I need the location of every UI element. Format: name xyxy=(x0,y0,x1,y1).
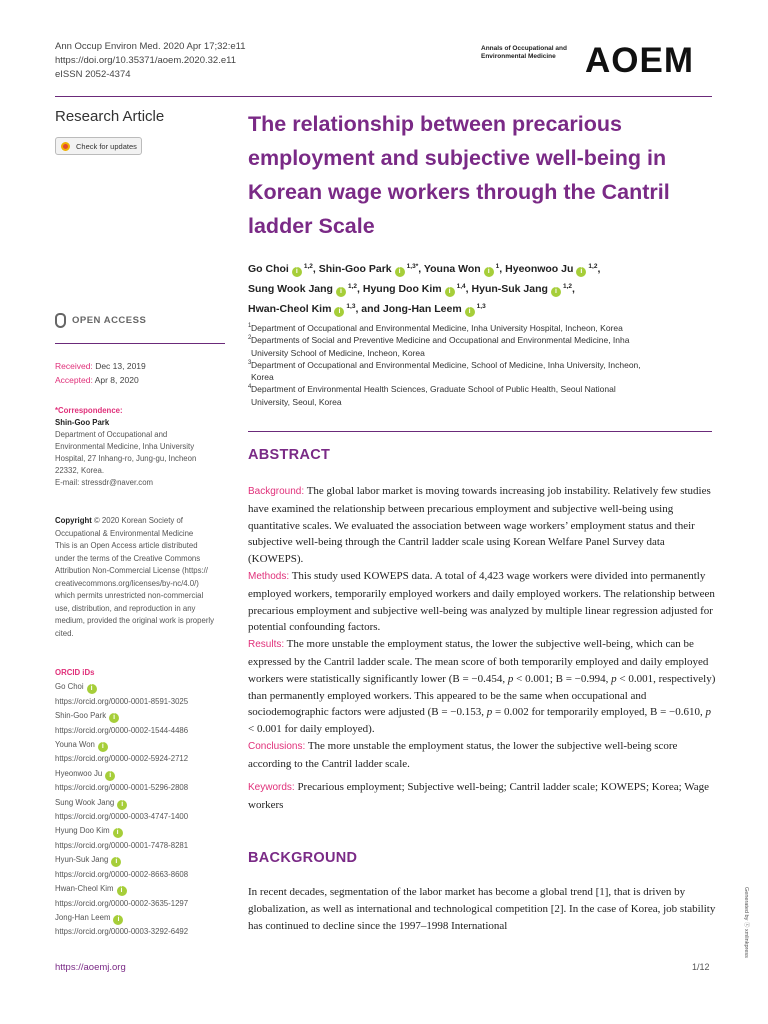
affiliation-text: University School of Medicine, Incheon, Korea xyxy=(251,347,425,358)
orcid-icon: i xyxy=(111,857,121,867)
author-separator: , xyxy=(499,263,506,275)
orcid-icon: i xyxy=(113,828,123,838)
affiliation-text: Department of Environmental Health Sciences, Graduate School of Public Health, Seoul National xyxy=(251,384,616,395)
copyright-line: © 2020 Korean Society of xyxy=(94,516,183,525)
orcid-entry xyxy=(55,709,235,723)
background-text: The global labor market is moving towards increasing job instability. Relatively few studies have examined the relationship between precarious employment and subjective well-being using quantitative scales. We evaluated the association between wage workers’ employment status and their subjective well-being through the Cantril ladder scale using Korean Welfare Panel Survey data (KOWEPS). xyxy=(248,485,711,566)
author-separator: , xyxy=(465,283,472,295)
citation-line: Ann Occup Environ Med. 2020 Apr 17;32:e11 xyxy=(55,41,246,52)
orcid-entry xyxy=(55,824,235,838)
affiliation-text: Department of Occupational and Environmental Medicine, Inha University Hospital, Incheon, Korea xyxy=(251,323,623,333)
author-name: Hyun-Suk Jang xyxy=(471,283,548,295)
affiliation-item xyxy=(248,334,718,359)
correspondence-name: Shin-Goo Park xyxy=(55,418,110,427)
affiliation-number: 2 xyxy=(248,335,252,342)
orcid-author-name: Hyung Doo Kim xyxy=(55,826,110,836)
keywords-text: Precarious employment; Subjective well-being; Cantril ladder scale; KOWEPS; Korea; Wage workers xyxy=(248,781,710,811)
copyright-line: which permits unrestricted non-commercial xyxy=(55,591,204,600)
author-name: Hwan-Cheol Kim xyxy=(248,303,332,315)
results-text: The more unstable the employment status, the lower the subjective well-being, which can be expressed by the Cantril ladder scale. The mean score of both temporarily employed and daily employed workers were statistically significantly lower (B = −0.454, xyxy=(248,638,709,685)
orcid-entries xyxy=(55,680,235,939)
check-for-updates-label: Check for updates xyxy=(76,141,137,151)
page-number: 1/12 xyxy=(692,962,710,972)
orcid-icon[interactable]: i xyxy=(395,267,405,277)
accepted-date xyxy=(55,374,146,388)
orcid-link[interactable]: https://orcid.org/0000-0001-8591-3025 xyxy=(55,696,189,706)
orcid-icon: i xyxy=(113,915,123,925)
orcid-link[interactable]: https://orcid.org/0000-0001-5296-2808 xyxy=(55,783,189,793)
orcid-author-name: Youna Won xyxy=(55,740,95,750)
orcid-link[interactable]: https://orcid.org/0000-0002-1544-4486 xyxy=(55,725,189,735)
copyright-line: medium, provided the original work is properly xyxy=(55,616,215,625)
journal-name xyxy=(481,45,567,61)
background-heading: BACKGROUND xyxy=(248,850,358,866)
received-value: Dec 13, 2019 xyxy=(95,361,146,371)
abstract-divider xyxy=(248,431,712,432)
orcid-entry xyxy=(55,767,235,781)
author-separator: , xyxy=(357,283,363,295)
author-separator: , xyxy=(572,283,575,295)
affiliation-text: Department of Occupational and Environmental Medicine, School of Medicine, Inha University, Incheon, xyxy=(251,359,641,370)
orcid-icon: i xyxy=(98,742,108,752)
citation-block xyxy=(55,40,245,82)
orcid-author-name: Jong-Han Leem xyxy=(55,912,111,922)
article-dates xyxy=(55,360,146,387)
open-access-badge xyxy=(55,313,146,328)
license-link[interactable]: creativecommons.org/licenses/by-nc/4.0/) xyxy=(55,578,199,588)
orcid-icon[interactable]: i xyxy=(334,307,344,317)
received-label: Received: xyxy=(55,361,93,371)
journal-name-line: Environmental Medicine xyxy=(481,53,556,60)
orcid-icon: i xyxy=(117,886,127,896)
methods-label: Methods: xyxy=(248,570,290,582)
orcid-entry xyxy=(55,911,235,925)
author-name: Sung Wook Jang xyxy=(248,283,333,295)
affiliations xyxy=(248,322,718,408)
keywords-label: Keywords: xyxy=(248,782,295,793)
correspondence-line: Hospital, 27 Inhang-ro, Jung-gu, Incheon xyxy=(55,454,197,463)
p-value-symbol: p xyxy=(705,706,711,719)
orcid-icon: i xyxy=(109,713,119,723)
journal-name-line: Annals of Occupational and xyxy=(481,45,567,52)
orcid-icon[interactable]: i xyxy=(445,287,455,297)
open-lock-icon xyxy=(55,313,66,328)
author-separator: , xyxy=(312,263,319,275)
affiliation-item xyxy=(248,383,718,408)
orcid-author-name: Sung Wook Jang xyxy=(55,797,115,807)
orcid-link[interactable]: https://orcid.org/0000-0002-8663-8608 xyxy=(55,869,189,879)
author-affiliation-marker: 1,3* xyxy=(406,263,419,270)
affiliation-number: 1 xyxy=(248,323,252,329)
eissn-line: eISSN 2052-4374 xyxy=(55,69,131,80)
orcid-entry xyxy=(55,738,235,752)
copyright-line: under the terms of the Creative Commons xyxy=(55,553,201,563)
affiliation-text: University, Seoul, Korea xyxy=(251,396,342,407)
author-name: Go Choi xyxy=(248,263,289,275)
orcid-author-name: Hwan-Cheol Kim xyxy=(55,884,114,894)
author-name: Hyung Doo Kim xyxy=(362,283,442,295)
results-text: = 0.002 for temporarily employed, B = −0.610, xyxy=(492,706,706,719)
affiliation-number: 4 xyxy=(248,384,252,391)
author-separator: , xyxy=(597,263,601,275)
affiliation-text: Departments of Social and Preventive Medicine and Occupational and Environmental Medicine, Inha xyxy=(251,335,630,346)
orcid-entry xyxy=(55,853,235,867)
orcid-entry xyxy=(55,882,235,896)
correspondence-email[interactable]: E-mail: stressdr@naver.com xyxy=(55,478,154,487)
author-affiliation-marker: 1,2 xyxy=(347,283,358,290)
correspondence-title: *Correspondence: xyxy=(55,406,123,415)
orcid-icon[interactable]: i xyxy=(484,267,494,277)
correspondence-line: Department of Occupational and xyxy=(55,430,168,439)
orcid-link[interactable]: https://orcid.org/0000-0003-3292-6492 xyxy=(55,927,189,937)
orcid-icon: i xyxy=(105,771,115,781)
orcid-icon: i xyxy=(117,800,127,810)
copyright-line: This is an Open Access article distributed xyxy=(55,541,198,550)
received-date xyxy=(55,360,146,374)
header-divider xyxy=(55,96,712,97)
results-label: Results: xyxy=(248,639,285,651)
correspondence xyxy=(55,405,235,489)
keywords xyxy=(248,779,716,814)
author-list xyxy=(248,258,718,318)
author-name: Youna Won xyxy=(423,263,481,275)
conclusions-label: Conclusions: xyxy=(248,740,306,752)
orcid-link[interactable]: https://orcid.org/0000-0003-4747-1400 xyxy=(55,812,189,822)
copyright-line: cited. xyxy=(55,628,74,638)
article-title: The relationship between precarious employment and subjective well-being in Korean wage workers through the Cantril ladder Scale xyxy=(248,112,670,238)
abstract-body xyxy=(248,483,716,773)
results-text: < 0.001; B = −0.994, xyxy=(513,672,612,685)
correspondence-line: 22332, Korea. xyxy=(55,466,104,475)
methods-text: This study used KOWEPS data. A total of 4,423 wage workers were divided into permanently employed workers, temporarily employed workers and daily employed workers. The relationship between precarious employment and subjective well-being was analyzed by multiple linear regression adjusted for potential confounding factors. xyxy=(248,569,715,634)
orcid-link[interactable]: https://orcid.org/0000-0002-3635-1297 xyxy=(55,898,189,908)
background-paragraph: In recent decades, segmentation of the labor market has become a global trend [1], that is driven by globalization, as well as international and technological competition [2]. In the case of Korea, job stability has continued to decline since the 1997–1998 International xyxy=(248,886,716,932)
p-value-symbol: p xyxy=(486,706,493,719)
orcid-author-name: Go Choi xyxy=(55,682,84,692)
copyright-notice xyxy=(55,515,235,640)
orcid-entry xyxy=(55,680,235,694)
orcid-link[interactable]: https://orcid.org/0000-0002-5924-2712 xyxy=(55,754,189,764)
author-affiliation-marker: 1,3 xyxy=(476,303,486,310)
author-separator: , xyxy=(418,263,424,275)
background-label: Background: xyxy=(248,486,305,497)
orcid-list xyxy=(55,666,235,940)
crossmark-icon xyxy=(61,142,70,151)
copyright-label: Copyright xyxy=(55,516,92,525)
orcid-icon[interactable]: i xyxy=(576,267,586,277)
check-for-updates-button[interactable] xyxy=(55,137,142,155)
affiliation-item xyxy=(248,359,718,384)
affiliation-number: 3 xyxy=(248,359,252,366)
copyright-line: use, distribution, and reproduction in any xyxy=(55,603,196,613)
copyright-line: Attribution Non-Commercial License (https:// xyxy=(55,566,208,575)
orcid-icon[interactable]: i xyxy=(336,287,346,297)
orcid-title: ORCID iDs xyxy=(55,668,95,677)
results-text: < 0.001 for daily employed). xyxy=(248,723,375,736)
accepted-value: Apr 8, 2020 xyxy=(94,374,139,385)
orcid-entry xyxy=(55,796,235,810)
conclusions-text: The more unstable the employment status, the lower the subjective well-being score according to the Cantril ladder scale. xyxy=(248,739,678,770)
orcid-author-name: Shin-Goo Park xyxy=(55,711,107,721)
sidebar-divider xyxy=(55,343,225,344)
author-affiliation-marker: 1,2 xyxy=(562,283,572,290)
author-affiliation-marker: 1,3 xyxy=(346,303,356,310)
author-affiliation-marker: 1,2 xyxy=(303,263,313,270)
journal-logo: AOEM xyxy=(585,41,694,80)
author-separator: , and xyxy=(355,303,383,315)
doi-link[interactable]: https://doi.org/10.35371/aoem.2020.32.e11 xyxy=(55,55,236,66)
article-type: Research Article xyxy=(55,108,165,125)
author-affiliation-marker: 1,4 xyxy=(456,283,466,290)
p-value-symbol: p xyxy=(507,672,514,685)
author-name: Jong-Han Leem xyxy=(382,303,462,315)
orcid-link[interactable]: https://orcid.org/0000-0001-7478-8281 xyxy=(55,840,189,850)
author-affiliation-marker: 1,2 xyxy=(588,263,598,270)
results-text: < 0.001, respectively) than permanently employed workers. This appeared to be the same when occupational and sociodemographic factors were adjusted (B = −0.153, xyxy=(248,672,716,719)
open-access-label: OPEN ACCESS xyxy=(72,315,147,326)
affiliation-text: Korea xyxy=(251,372,274,383)
author-name: Hyeonwoo Ju xyxy=(505,263,574,275)
orcid-icon[interactable]: i xyxy=(551,287,561,297)
orcid-icon[interactable]: i xyxy=(465,307,475,317)
generator-credit-text: Generated by ⓧ xmlinkpress xyxy=(743,887,749,958)
orcid-author-name: Hyun-Suk Jang xyxy=(55,855,109,865)
p-value-symbol: p xyxy=(611,672,617,685)
orcid-author-name: Hyeonwoo Ju xyxy=(55,768,103,778)
correspondence-line: Environmental Medicine, Inha University xyxy=(55,442,195,451)
accepted-label: Accepted: xyxy=(55,374,93,385)
orcid-icon[interactable]: i xyxy=(292,267,302,277)
author-affiliation-marker: 1 xyxy=(495,263,500,270)
affiliation-item xyxy=(248,322,718,334)
orcid-icon: i xyxy=(87,684,97,694)
generator-credit xyxy=(742,887,752,958)
abstract-heading: ABSTRACT xyxy=(248,447,331,463)
copyright-line: Occupational & Environmental Medicine xyxy=(55,528,194,538)
author-name: Shin-Goo Park xyxy=(318,263,392,275)
journal-website-link[interactable]: https://aoemj.org xyxy=(55,962,126,973)
